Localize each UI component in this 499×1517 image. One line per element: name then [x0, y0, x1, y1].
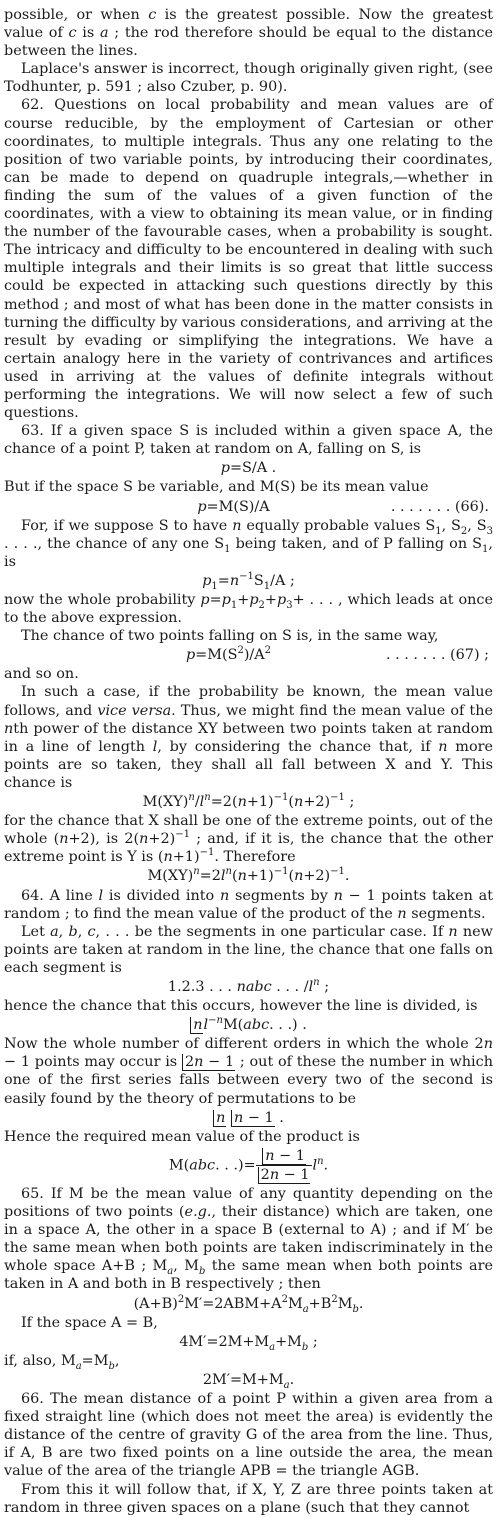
- section-64-hence: hence the chance that this occurs, however the line is divided, is: [4, 998, 478, 1015]
- equation-product-mean: M(abc. . .)= $\frac{n - 1}{2n - 1}$ $l^n$.: [168, 1147, 329, 1183]
- section-63-variable: But if the space S be variable, and M(S) be its mean value: [4, 479, 429, 496]
- section-65-intro: 65. If M be the mean value of any quantity depending on the positions of two points (e.g., their distance) which are taken, one in a space A, the other in a space B (external to A) ; and if M′ be the same mean when both points are taken indiscriminately in the whole space A+B ; $M_a$, $M_b$ the same mean when both points are taken in A and both in B respectively ; then: [4, 1186, 493, 1293]
- paragraph-continuation: possible, or when c is the greatest possible. Now the greatest value of c is a ; the rod therefore should be equal to the distance between the lines.: [4, 7, 493, 60]
- section-64-required: Hence the required mean value of the product is: [4, 1128, 360, 1145]
- equation-65-equal: $4M'=2M+M_a+M_b$ ;: [179, 1333, 318, 1353]
- section-63-intro: 63. If a given space S is included within a given space A, the chance of a point P, taken at random on A, falling on S, is: [4, 423, 493, 458]
- section-66-continue: From this it will follow that, if X, Y, Z are three points taken at random in three given spaces on a plane (such that they cannot: [4, 1481, 493, 1516]
- section-62: 62. Questions on local probability and mean values are of course reducible, by the employment of Cartesian or other coordinates, to multiple integrals. Thus any one relating to the position of two variable points, by introducing their coordinates, can be made to depend on quadruple integrals,—whether in finding the sum of the values of a given function of the coordinates, with a view to obtaining its mean value, or in finding the number of the favourable cases, when a probability is sought. The intricacy and difficulty to be encountered in dealing with such multiple integrals and their limits is so great that little success could be expected in attacking such questions directly by this method ; and most of what has been done in the matter consists in turning the difficulty by various considerations, and arriving at the result by evading or simplifying the integrations. We have a certain analogy here in the variety of contrivances and artifices used in arriving at the values of definite integrals without performing the integrations. We will now select a few of such questions.: [4, 97, 493, 422]
- section-63-two-points: The chance of two points falling on S is, in the same way,: [21, 628, 439, 645]
- equation-66: p=M(S)/A . . . . . . . (66).: [197, 498, 489, 515]
- section-63-and-so-on: and so on.: [4, 666, 79, 683]
- equation-p1: $p_1=n^{-1}S_1/A$ ;: [202, 571, 295, 592]
- equation-mean-xy: $M(XY)^n=2l^n(n+1)^{-1}(n+2)^{-1}$.: [147, 866, 350, 885]
- equation-65-general: $(A+B)^2M'=2ABM+A^2M_a+B^2M_b$.: [133, 1293, 364, 1315]
- section-65-also: if, also, $M_a=M_b$,: [4, 1352, 120, 1372]
- equation-chance-xy: $M(XY)^n/l^n=2(n+1)^{-1}(n+2)^{-1}$ ;: [142, 792, 355, 811]
- paragraph-laplace: Laplace's answer is incorrect, though originally given right, (see Todhunter, p. 591 ; also Czuber, p. 90).: [4, 61, 493, 96]
- section-63-extreme: for the chance that X shall be one of the extreme points, out of the whole (n+2), is $2(n+2)^{-1}$ ; and, if it is, the chance that the other extreme point is Y is $(n+1)^{-1}$. Therefore: [4, 813, 494, 866]
- equation-factorial-mean: $nl^{-n}M(abc$. . .) .: [4, 1016, 493, 1034]
- section-63-vice-versa: In such a case, if the probability be known, the mean value follows, and vice versa. Thus, we might find the mean value of the nth power of the distance XY between two points taken at random in a line of length l, by considering the chance that, if n more points are so taken, they shall all fall between X and Y. This chance is: [4, 684, 493, 791]
- equation-p-s-over-a: p=S/A .: [220, 460, 277, 477]
- section-66-intro: 66. The mean distance of a point P within a given area from a fixed straight line (which does not meet the area) is evidently the distance of the centre of gravity G of the area from the line. Thus, if A, B are two fixed points on a line outside the area, the mean value of the area of the triangle APB = the triangle AGB.: [4, 1391, 493, 1480]
- equation-segments-chance: 1.2.3 . . . nabc . . . $/l^n$ ;: [167, 977, 330, 995]
- equation-65-also: $2M'=M+M_a$.: [202, 1371, 295, 1391]
- section-65-equal: If the space A = B,: [21, 1314, 158, 1331]
- section-64-orders: Now the whole number of different orders in which the whole 2n − 1 points may occur is 2n − 1 ; out of these the number in which one of the first series falls between every two of the second is easily found by the theory of permutations to be: [4, 1036, 493, 1107]
- equation-permutations: n n − 1 .: [4, 1109, 493, 1127]
- section-64-intro: 64. A line l is divided into n segments by n − 1 points taken at random ; to find the mean value of the product of the n segments.: [4, 887, 494, 922]
- section-63-suppose: For, if we suppose S to have n equally probable values $S_1$, $S_2$, $S_3$ . . . ., the chance of any one $S_1$ being taken, and of P falling on $S_1$, is: [4, 517, 493, 570]
- equation-67: $p=M(S^2)/A^2$ . . . . . . . (67) ;: [185, 645, 489, 664]
- section-63-whole: now the whole probability $p=p_1+p_2+p_3+$ . . . , which leads at once to the above expression.: [4, 592, 493, 627]
- section-64-segments: Let a, b, c, . . . be the segments in one particular case. If n new points are taken at random in the line, the chance that one falls on each segment is: [4, 923, 493, 976]
